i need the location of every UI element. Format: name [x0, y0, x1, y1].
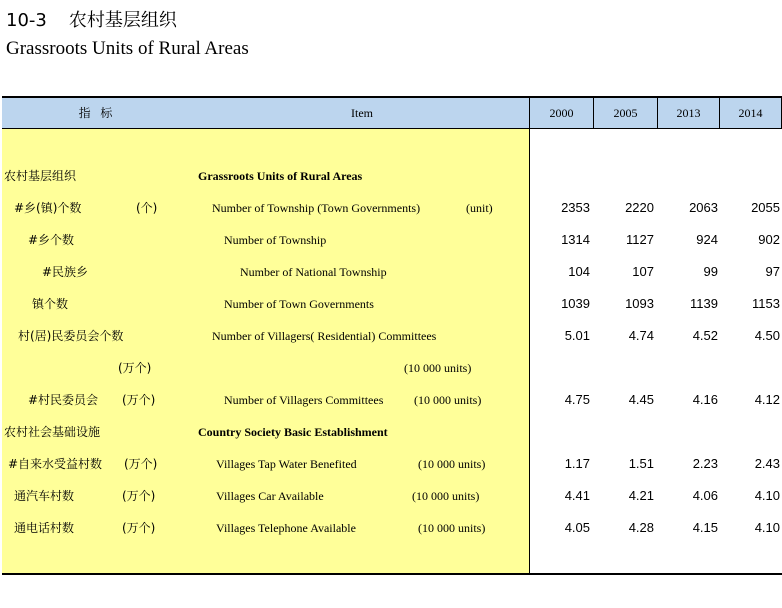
row-label-en: Number of Township: [224, 233, 327, 247]
row-label-cn: #民族乡: [42, 265, 89, 279]
row-label-cn: #乡个数: [28, 233, 75, 247]
table-row: [2, 480, 782, 512]
table-row: [2, 192, 782, 224]
row-label-en: Number of Town Governments: [224, 297, 374, 311]
row-unit-cn: (个): [136, 201, 158, 215]
table-row: [2, 256, 782, 288]
cell-value: 1127: [626, 232, 654, 247]
cell-value: 1039: [561, 296, 590, 311]
row-label-en: Number of National Township: [240, 265, 387, 279]
cell-value: 4.10: [754, 488, 780, 503]
row-label-cn: 农村基层组织: [4, 169, 77, 183]
cell-value: 5.01: [564, 328, 590, 343]
cell-value: 2.43: [754, 456, 780, 471]
cell-value: 4.75: [564, 392, 590, 407]
cell-value: 97: [765, 264, 780, 279]
row-label-cn: 村(居)民委员会个数: [18, 329, 124, 343]
cell-value: 2.23: [692, 456, 718, 471]
cell-value: 104: [568, 264, 590, 279]
cell-value: 4.16: [692, 392, 718, 407]
row-unit-cn: (万个): [122, 521, 156, 535]
row-label-en: Number of Villagers Committees: [224, 393, 384, 407]
row-label-cn: 镇个数: [32, 297, 69, 311]
cell-value: 4.74: [628, 328, 654, 343]
row-label-cn: #自来水受益村数: [8, 457, 103, 471]
table-number: 10-3: [6, 10, 47, 31]
cell-value: 924: [696, 232, 718, 247]
header-year: 2005: [613, 106, 638, 120]
cell-value: 4.10: [754, 520, 780, 535]
cell-value: 1139: [690, 296, 718, 311]
header-item-en: Item: [351, 106, 373, 120]
cell-value: 2055: [751, 200, 780, 215]
row-unit-en: (10 000 units): [412, 489, 480, 503]
header-item-cn: 指 标: [78, 106, 116, 120]
cell-value: 902: [758, 232, 780, 247]
cell-value: 1153: [752, 296, 780, 311]
row-unit-en: (10 000 units): [418, 521, 486, 535]
header-year: 2000: [549, 106, 574, 120]
cell-value: 1.17: [564, 456, 590, 471]
cell-value: 2353: [561, 200, 590, 215]
table-row: [2, 160, 782, 192]
row-unit-cn: (万个): [124, 457, 158, 471]
table-title-en: Grassroots Units of Rural Areas: [6, 38, 249, 59]
cell-value: 4.52: [692, 328, 718, 343]
table-row: [2, 512, 782, 544]
cell-value: 1.51: [628, 456, 654, 471]
table-row: [2, 448, 782, 480]
cell-value: 2063: [689, 200, 718, 215]
row-label-en: Number of Villagers( Residential) Committees: [212, 329, 437, 343]
row-label-en: Villages Car Available: [216, 489, 324, 503]
row-label-en: Grassroots Units of Rural Areas: [198, 169, 363, 183]
row-label-cn: #乡(镇)个数: [14, 201, 82, 215]
cell-value: 4.28: [628, 520, 654, 535]
table-row: [2, 224, 782, 256]
row-label-en: Number of Township (Town Governments): [212, 201, 421, 215]
cell-value: 99: [703, 264, 718, 279]
row-label-en: Villages Tap Water Benefited: [216, 457, 357, 471]
table-title-cn-text: 农村基层组织: [68, 10, 177, 31]
table-row: [2, 416, 782, 448]
table-title-cn: [6, 6, 177, 32]
cell-value: 107: [632, 264, 654, 279]
header-year: 2013: [676, 106, 701, 120]
row-unit-en: (10 000 units): [418, 457, 486, 471]
row-unit-cn: (万个): [122, 393, 156, 407]
header-rule: [2, 128, 782, 129]
data-table: [2, 96, 782, 574]
cell-value: 4.05: [564, 520, 590, 535]
cell-value: 1093: [625, 296, 654, 311]
row-label-cn: 农村社会基础设施: [4, 425, 101, 439]
header-year: 2014: [738, 106, 763, 120]
cell-value: 4.50: [754, 328, 780, 343]
row-unit-en: (10 000 units): [414, 393, 482, 407]
row-label-en: Country Society Basic Establishment: [198, 425, 388, 439]
row-unit-cn: (万个): [122, 489, 156, 503]
table-row: [2, 384, 782, 416]
cell-value: 4.12: [754, 392, 780, 407]
row-unit-en: (10 000 units): [404, 361, 472, 375]
row-unit-en: (unit): [466, 201, 493, 215]
cell-value: 1314: [561, 232, 590, 247]
row-label-cn: 通电话村数: [14, 521, 75, 535]
cell-value: 4.15: [692, 520, 718, 535]
row-unit-cn: (万个): [118, 361, 152, 375]
cell-value: 4.45: [628, 392, 654, 407]
row-label-en: Villages Telephone Available: [216, 521, 356, 535]
cell-value: 4.06: [692, 488, 718, 503]
cell-value: 4.41: [564, 488, 590, 503]
row-label-cn: 通汽车村数: [14, 489, 75, 503]
bottom-rule: [2, 573, 782, 575]
row-label-cn: #村民委员会: [28, 393, 99, 407]
cell-value: 4.21: [628, 488, 654, 503]
cell-value: 2220: [625, 200, 654, 215]
table-row: [2, 320, 782, 352]
table-row: [2, 288, 782, 320]
table-row: [2, 352, 782, 384]
